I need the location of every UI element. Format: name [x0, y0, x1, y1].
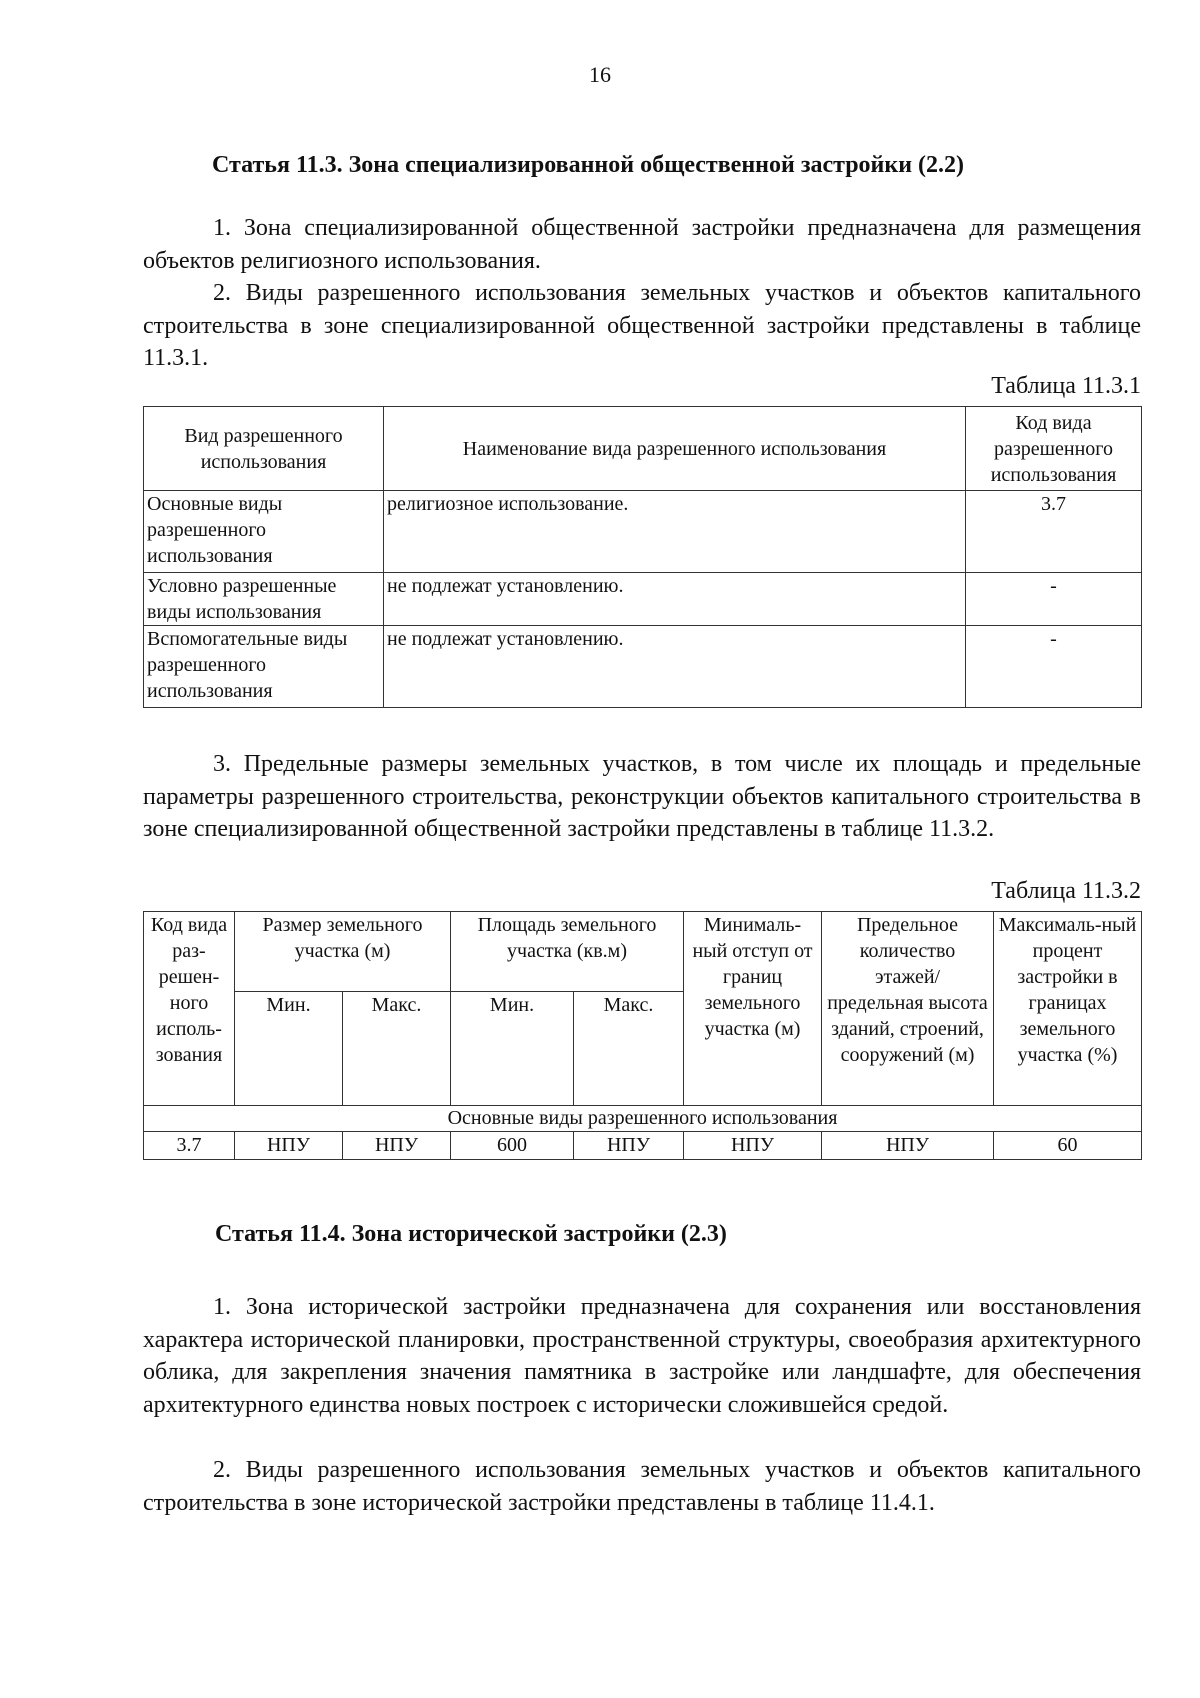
- article-11-4-paragraph-2: 2. Виды разрешенного использования земельных участков и объектов капитального строительства в зоне исторической застройки представлены в таблице 11.4.1.: [143, 1457, 1141, 1516]
- table-row: [144, 573, 1142, 626]
- header-max-coverage: Максималь-ный процент застройки в границах земельного участка (%): [994, 912, 1142, 1106]
- header-floors: Предельное количество этажей/ предельная высота зданий, строений, сооружений (м): [822, 912, 994, 1106]
- article-11-4-title: Статья 11.4. Зона исторической застройки (2.3): [215, 1221, 727, 1247]
- row-use-code: -: [966, 573, 1142, 626]
- header-min-setback: Минималь-ный отступ от границ земельного участка (м): [684, 912, 822, 1106]
- header-use-type: Вид разрешенного использования: [144, 407, 384, 491]
- row-use-name: религиозное использование.: [384, 491, 966, 573]
- row-use-name: не подлежат установлению.: [384, 626, 966, 708]
- row-use-type: Вспомогательные виды разрешенного использования: [144, 626, 384, 708]
- cell-lot-size-max: НПУ: [343, 1132, 451, 1160]
- table-11-3-2-caption: Таблица 11.3.2: [991, 878, 1141, 904]
- header-lot-size-min: Мин.: [235, 992, 343, 1106]
- table-11-3-1: [143, 406, 1142, 708]
- table-11-3-2: [143, 911, 1142, 1160]
- row-use-name: не подлежат установлению.: [384, 573, 966, 626]
- article-11-4-paragraph-1: 1. Зона исторической застройки предназначена для сохранения или восстановления характера исторической планировки, пространственной структуры, своеобразия архитектурного облика, для закрепления значения памятника в застройке или ландшафте, для обеспечения архитектурного единства новых построек с исторически сложившейся средой.: [143, 1294, 1141, 1418]
- table-header-row: [144, 407, 1142, 491]
- page-number: 16: [589, 62, 611, 87]
- header-lot-area: Площадь земельного участка (кв.м): [451, 912, 684, 992]
- section-label: Основные виды разрешенного использования: [144, 1106, 1142, 1132]
- cell-lot-size-min: НПУ: [235, 1132, 343, 1160]
- row-use-code: -: [966, 626, 1142, 708]
- header-use-code: Код вида разрешенного использования: [966, 407, 1142, 491]
- cell-lot-area-max: НПУ: [574, 1132, 684, 1160]
- header-lot-size-max: Макс.: [343, 992, 451, 1106]
- article-11-3-title: Статья 11.3. Зона специализированной общественной застройки (2.2): [212, 152, 965, 178]
- table-row: [144, 491, 1142, 573]
- row-use-code: 3.7: [966, 491, 1142, 573]
- header-lot-area-max: Макс.: [574, 992, 684, 1106]
- header-use-name: Наименование вида разрешенного использования: [384, 407, 966, 491]
- row-use-type: Условно разрешенные виды использования: [144, 573, 384, 626]
- article-11-3-paragraph-3: 3. Предельные размеры земельных участков, в том числе их площадь и предельные параметры разрешенного строительства, реконструкции объектов капитального строительства в зоне специализированной общественной застройки представлены в таблице 11.3.2.: [143, 751, 1141, 842]
- table-section-row: [144, 1106, 1142, 1132]
- cell-lot-area-min: 600: [451, 1132, 574, 1160]
- table-row: [144, 1132, 1142, 1160]
- header-lot-area-min: Мин.: [451, 992, 574, 1106]
- table-header-row: [144, 912, 1142, 992]
- article-11-3-paragraph-1: 1. Зона специализированной общественной застройки предназначена для размещения объектов религиозного использования.: [143, 215, 1141, 274]
- article-11-3-paragraph-2: 2. Виды разрешенного использования земельных участков и объектов капитального строительства в зоне специализированной общественной застройки представлены в таблице 11.3.1.: [143, 280, 1141, 371]
- header-lot-size: Размер земельного участка (м): [235, 912, 451, 992]
- table-11-3-1-caption: Таблица 11.3.1: [991, 373, 1141, 399]
- cell-code: 3.7: [144, 1132, 235, 1160]
- header-code: Код вида раз-решен-ного исполь-зования: [144, 912, 235, 1106]
- cell-min-setback: НПУ: [684, 1132, 822, 1160]
- cell-max-coverage: 60: [994, 1132, 1142, 1160]
- table-row: [144, 626, 1142, 708]
- row-use-type: Основные виды разрешенного использования: [144, 491, 384, 573]
- cell-floors: НПУ: [822, 1132, 994, 1160]
